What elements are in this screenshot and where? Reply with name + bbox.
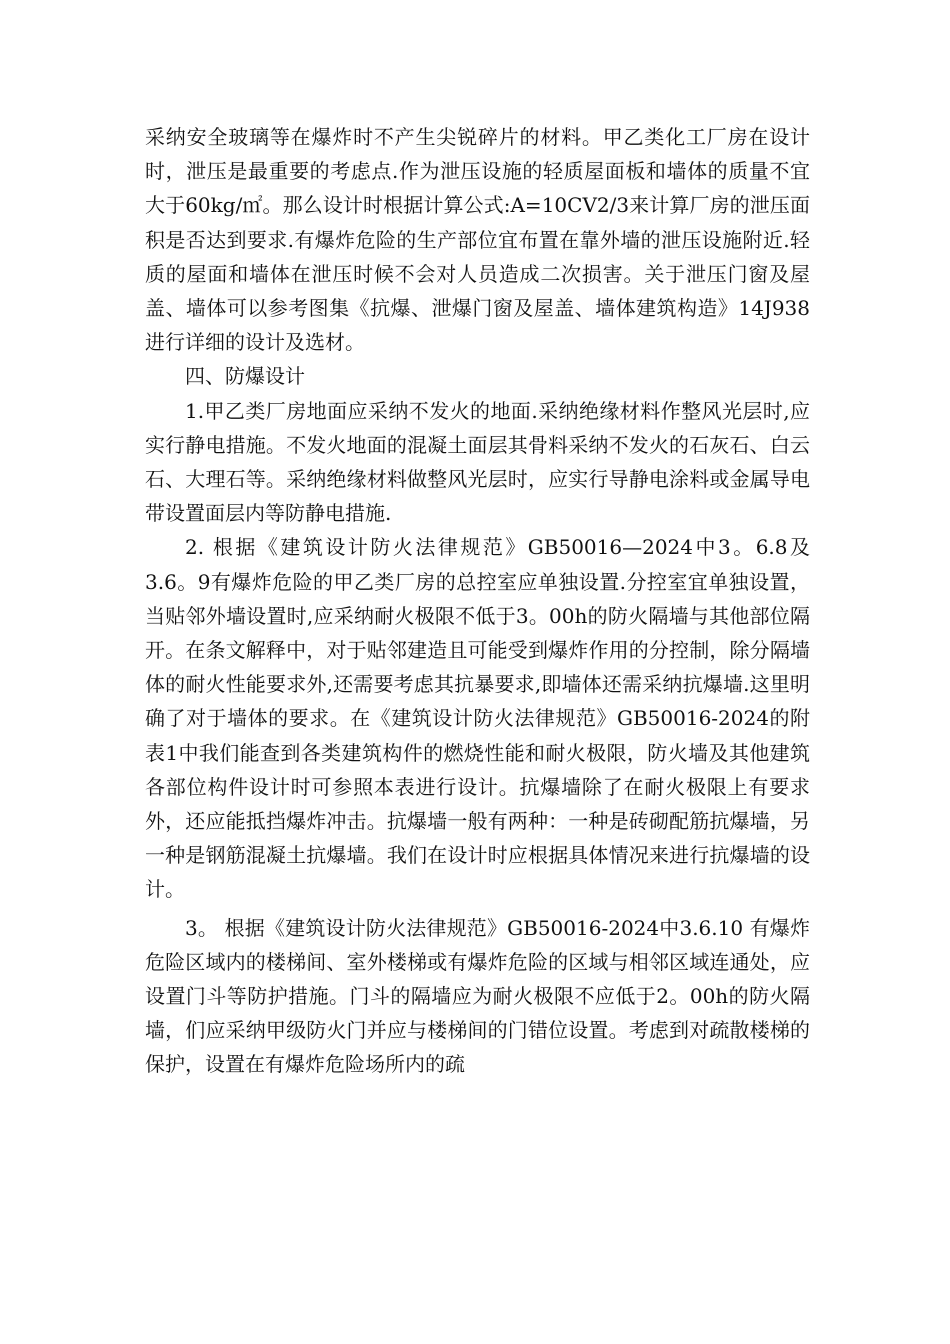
document-page [145, 120, 810, 1082]
section-heading-explosion-proof: 四、防爆设计 [185, 364, 305, 389]
paragraph-item-2: 2. 根据《建筑设计防火法律规范》GB50016—2024中3。6.8及3.6。9有爆炸危险的甲乙类厂房的总控室应单独设置.分控室宜单独设置，当贴邻外墙设置时,应采纳耐火极限不低于3。00h的防火隔墙与其他部位隔开。在条文解释中，对于贴邻建造且可能受到爆炸作用的分控制，除分隔墙体的耐火性能要求外,还需要考虑其抗暴要求,即墙体还需采纳抗爆墙.这里明确了对于墙体的要求。在《建筑设计防火法律规范》GB50016-2024的附表1中我们能查到各类建筑构件的燃烧性能和耐火极限，防火墙及其他建筑各部位构件设计时可参照本表进行设计。抗爆墙除了在耐火极限上有要求外，还应能抵挡爆炸冲击。抗爆墙一般有两种：一种是砖砌配筋抗爆墙，另一种是钢筋混凝土抗爆墙。我们在设计时应根据具体情况来进行抗爆墙的设计。 [145, 535, 810, 902]
paragraph-item-3: 3。 根据《建筑设计防火法律规范》GB50016-2024中3.6.10 有爆炸危险区域内的楼梯间、室外楼梯或有爆炸危险的区域与相邻区域连通处，应设置门斗等防护措施。门斗的隔墙应为耐火极限不应低于2。00h的防火隔墙，们应采纳甲级防火门并应与楼梯间的门错位设置。考虑到对疏散楼梯的保护，设置在有爆炸危险场所内的疏 [145, 915, 810, 1077]
paragraph-intro: 采纳安全玻璃等在爆炸时不产生尖锐碎片的材料。甲乙类化工厂房在设计时，泄压是最重要的考虑点.作为泄压设施的轻质屋面板和墙体的质量不宜大于60kg/㎡。那么设计时根据计算公式:A=10CV2/3来计算厂房的泄压面积是否达到要求.有爆炸危险的生产部位宜布置在靠外墙的泄压设施附近.轻质的屋面和墙体在泄压时候不会对人员造成二次损害。关于泄压门窗及屋盖、墙体可以参考图集《抗爆、泄爆门窗及屋盖、墙体建筑构造》14J938进行详细的设计及选材。 [145, 125, 810, 355]
paragraph-item-1: 1.甲乙类厂房地面应采纳不发火的地面.采纳绝缘材料作整风光层时,应实行静电措施。不发火地面的混凝土面层其骨料采纳不发火的石灰石、白云石、大理石等。采纳绝缘材料做整风光层时，应实行导静电涂料或金属导电带设置面层内等防静电措施. [145, 398, 810, 526]
